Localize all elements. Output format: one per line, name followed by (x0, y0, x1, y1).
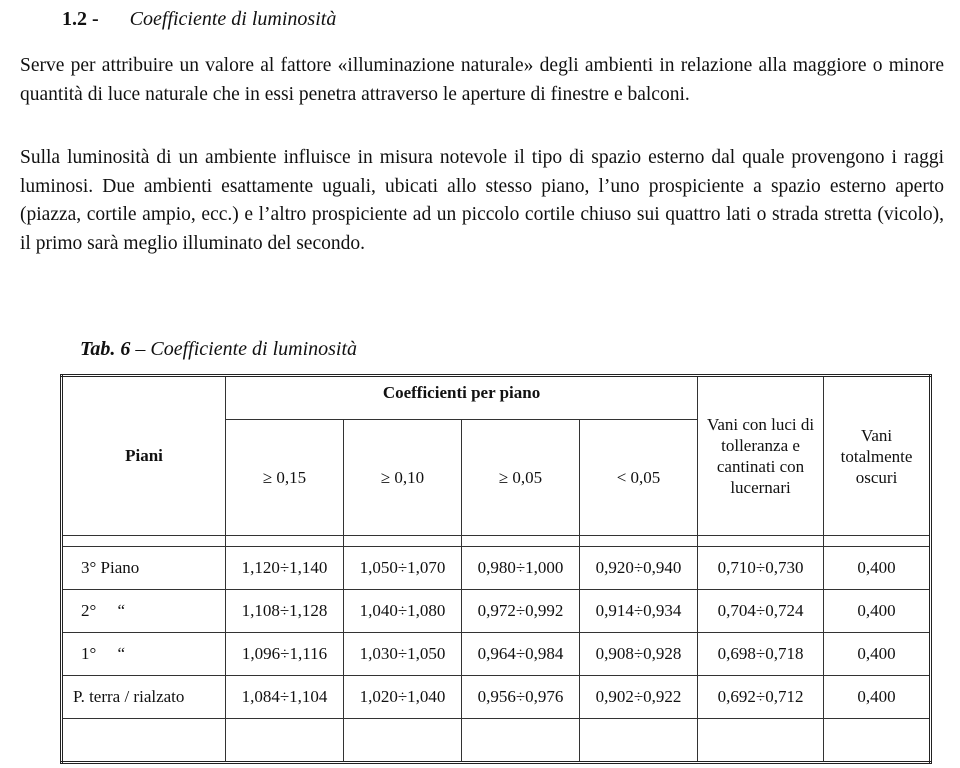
table-row (62, 590, 931, 633)
table-cell: 1,096÷1,116 (226, 633, 344, 676)
section-title: Coefficiente di luminosità (129, 8, 337, 30)
table-number: Tab. 6 (80, 338, 131, 360)
table-row (62, 676, 931, 719)
subheader-cell: ≥ 0,05 (462, 420, 580, 536)
table-cell: 0,400 (824, 633, 931, 676)
header-vani-luci: Vani con luci di tolleranza e cantinati con lucernari (698, 376, 824, 536)
table-cell: 0,914÷0,934 (580, 590, 698, 633)
table-cell: 0,902÷0,922 (580, 676, 698, 719)
row-label: P. terra / rialzato (62, 676, 226, 719)
header-piani: Piani (62, 376, 226, 536)
table-cell: 0,704÷0,724 (698, 590, 824, 633)
subheader-cell: < 0,05 (580, 420, 698, 536)
table-cell: 0,698÷0,718 (698, 633, 824, 676)
table-cell: 0,908÷0,928 (580, 633, 698, 676)
table-cell: 0,920÷0,940 (580, 547, 698, 590)
table-cell: 1,040÷1,080 (344, 590, 462, 633)
header-coefficienti: Coefficienti per piano (226, 376, 698, 420)
table-row (62, 633, 931, 676)
subheader-cell: ≥ 0,15 (226, 420, 344, 536)
row-label: 1° “ (62, 633, 226, 676)
table-cell: 0,972÷0,992 (462, 590, 580, 633)
row-label: 3° Piano (62, 547, 226, 590)
table-header-row (62, 376, 931, 420)
table-row (62, 547, 931, 590)
table-cell: 0,980÷1,000 (462, 547, 580, 590)
table-cell: 1,050÷1,070 (344, 547, 462, 590)
table-cell: 0,400 (824, 676, 931, 719)
header-vani-oscuri: Vani totalmente oscuri (824, 376, 931, 536)
table-cell: 1,020÷1,040 (344, 676, 462, 719)
paragraph-1: Serve per attribuire un valore al fattore «illuminazione naturale» degli ambienti in relazione alla maggiore o minore quantità di luce naturale che in essi penetra attraverso le aperture di finestre e balconi. (20, 55, 944, 105)
subheader-cell: ≥ 0,10 (344, 420, 462, 536)
section-number: 1.2 - (62, 8, 99, 30)
section-heading (62, 8, 336, 31)
table-cell: 1,084÷1,104 (226, 676, 344, 719)
luminosity-table (60, 374, 932, 764)
paragraph-2: Sulla luminosità di un ambiente influisce in misura notevole il tipo di spazio esterno dal quale provengono i raggi luminosi. Due ambienti esattamente uguali, ubicati allo stesso piano, l’uno prospiciente a spazio esterno aperto (piazza, cortile ampio, ecc.) e l’altro prospiciente ad un piccolo cortile chiuso sui quattro lati o strada stretta (vicolo), il primo sarà meglio illuminato del secondo. (20, 147, 944, 254)
table-caption-text: – Coefficiente di luminosità (130, 338, 358, 360)
table-cell: 0,956÷0,976 (462, 676, 580, 719)
table-cell: 1,108÷1,128 (226, 590, 344, 633)
table-cell: 0,400 (824, 547, 931, 590)
table-cell: 0,964÷0,984 (462, 633, 580, 676)
table-cell: 0,710÷0,730 (698, 547, 824, 590)
table-empty-row (62, 719, 931, 763)
table-cell: 1,120÷1,140 (226, 547, 344, 590)
table-spacer-row (62, 536, 931, 547)
row-label: 2° “ (62, 590, 226, 633)
table-cell: 0,400 (824, 590, 931, 633)
table-caption (80, 338, 357, 361)
table-cell: 0,692÷0,712 (698, 676, 824, 719)
table-cell: 1,030÷1,050 (344, 633, 462, 676)
